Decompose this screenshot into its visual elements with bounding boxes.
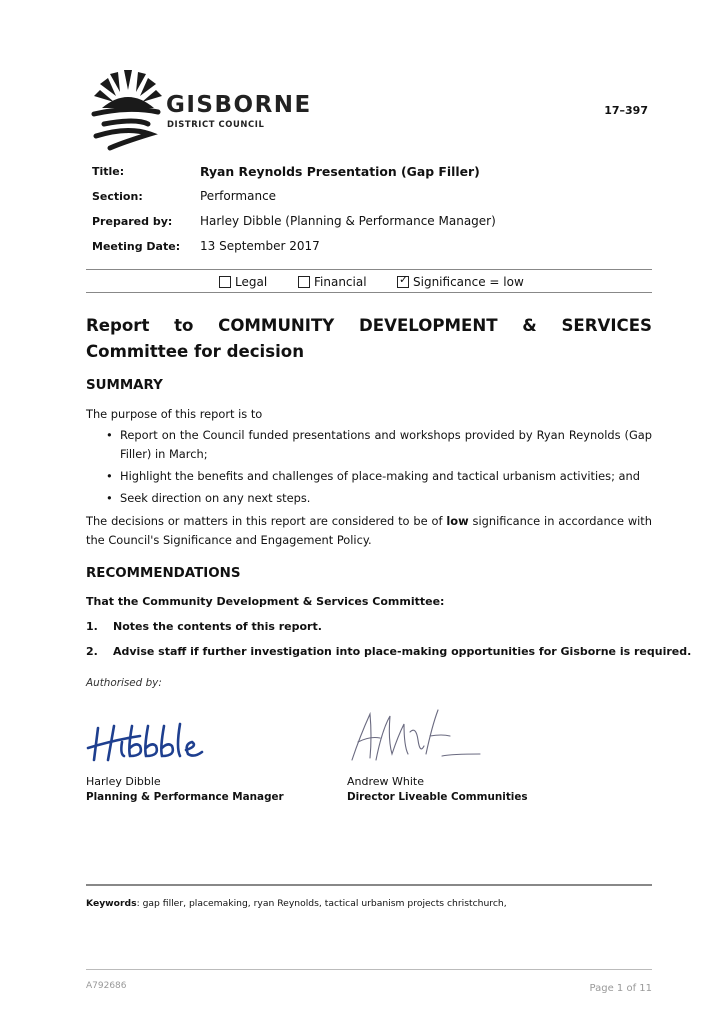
recommendation-item [86, 645, 691, 658]
signatory-role: Director Liveable Communities [347, 791, 528, 803]
prepared-by-label: Prepared by: [92, 215, 173, 228]
significance-paragraph [86, 512, 652, 550]
checkbox-empty-icon [219, 276, 231, 288]
divider [86, 292, 652, 293]
recommendation-text: Advise staff if further investigation into place-making opportunities for Gisborne is required. [113, 645, 692, 658]
checkbox-label: Financial [314, 275, 367, 289]
signatory-name: Harley Dibble [86, 775, 161, 788]
meeting-date-value: 13 September 2017 [200, 239, 320, 253]
document-number: 17–397 [604, 104, 648, 117]
section-label: Section: [92, 190, 143, 203]
prepared-by-value: Harley Dibble (Planning & Performance Manager) [200, 214, 496, 228]
authorised-by-label: Authorised by: [86, 677, 162, 689]
recommendation-number: 1. [86, 620, 98, 633]
list-item: • Seek direction on any next steps. [106, 489, 652, 508]
summary-heading: SUMMARY [86, 378, 163, 393]
list-item: • Report on the Council funded presentations and workshops provided by Ryan Reynolds (Gap Filler) in March; [106, 426, 652, 464]
recommendations-heading: RECOMMENDATIONS [86, 566, 241, 581]
footer-divider [86, 969, 652, 970]
signatory-name: Andrew White [347, 775, 425, 788]
keywords [86, 898, 507, 909]
title-label: Title: [92, 165, 125, 178]
significance-level: low [446, 514, 469, 528]
checkbox-label: Legal [235, 275, 268, 289]
logo-subtitle: DISTRICT COUNCIL [167, 119, 265, 129]
signatory-role: Planning & Performance Manager [86, 791, 284, 803]
summary-intro: The purpose of this report is to [86, 407, 263, 421]
checkbox-label: Significance = low [413, 275, 524, 289]
divider [86, 269, 652, 270]
recommendations-lead: That the Community Development & Services Committee: [86, 595, 445, 608]
page-number: Page 1 of 11 [589, 983, 652, 994]
signatory-block [347, 774, 528, 805]
title-value: Ryan Reynolds Presentation (Gap Filler) [200, 164, 480, 179]
summary-bullet-list [106, 426, 652, 511]
keywords-label: Keywords [86, 898, 137, 909]
checkbox-checked-icon: ✓ [399, 273, 409, 286]
divider [86, 884, 652, 886]
keywords-text: : gap filler, placemaking, ryan Reynolds, tactical urbanism projects christchurch, [136, 898, 507, 909]
sunburst-river-icon [88, 66, 168, 156]
recommendation-item [86, 620, 322, 633]
signature-andrew-white [346, 706, 482, 764]
checkbox-financial[interactable] [298, 275, 367, 289]
section-value: Performance [200, 189, 277, 203]
checkbox-significance[interactable] [397, 275, 524, 289]
significance-text: The decisions or matters in this report are considered to be of [86, 514, 447, 528]
list-item: • Highlight the benefits and challenges of place-making and tactical urbanism activities; and [106, 467, 652, 486]
checkbox-legal[interactable] [219, 275, 267, 289]
recommendation-text: Notes the contents of this report. [113, 620, 322, 633]
significance-text: significance in accordance with the Council's Significance and Engagement Policy. [86, 514, 652, 547]
recommendation-number: 2. [86, 645, 98, 658]
meeting-date-label: Meeting Date: [92, 240, 181, 253]
signature-harley-dibble [84, 718, 208, 766]
document-reference: A792686 [86, 981, 127, 991]
signatory-block [86, 774, 284, 805]
checkbox-empty-icon [298, 276, 310, 288]
report-heading: Report to COMMUNITY DEVELOPMENT & SERVICES Committee for decision [86, 316, 652, 361]
logo-name: GISBORNE [166, 92, 312, 118]
